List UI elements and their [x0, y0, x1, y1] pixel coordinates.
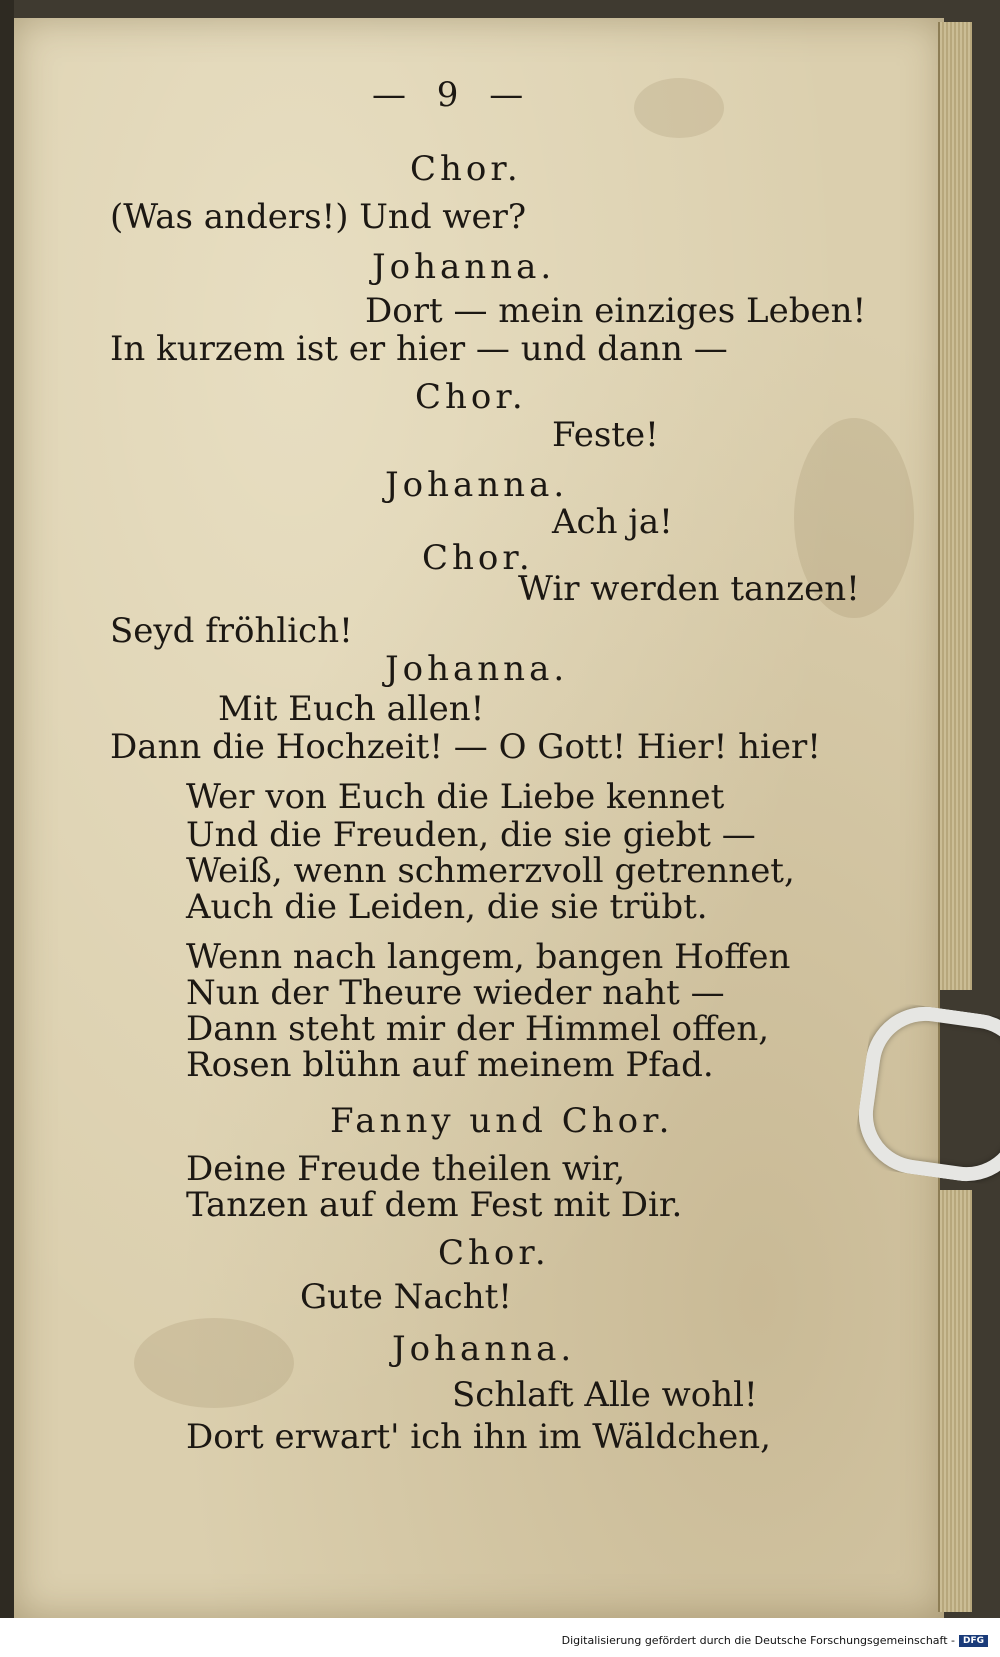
- digitization-credit: [562, 1634, 988, 1647]
- text-line: Gute Nacht!: [300, 1277, 512, 1317]
- text-line: In kurzem ist er hier — und dann —: [110, 329, 728, 369]
- speaker-johanna: Johanna.: [385, 649, 569, 689]
- paper-stain: [134, 1318, 294, 1408]
- verse-line: Nun der Theure wieder naht —: [186, 973, 725, 1013]
- page-edges: [938, 22, 972, 1612]
- verse-line: Dann steht mir der Himmel offen,: [186, 1009, 770, 1049]
- speaker-chor: Chor.: [410, 149, 522, 189]
- book-gutter: [0, 0, 14, 1657]
- speaker-chor: Chor.: [422, 538, 534, 578]
- text-line: Ach ja!: [552, 502, 673, 542]
- verse-line: Weiß, wenn schmerzvoll getrennet,: [186, 851, 795, 891]
- speaker-johanna: Johanna.: [385, 465, 569, 505]
- text-line: Dann die Hochzeit! — O Gott! Hier! hier!: [110, 727, 821, 767]
- text-line: Wir werden tanzen!: [518, 569, 860, 609]
- verse-line: Rosen blühn auf meinem Pfad.: [186, 1045, 714, 1085]
- text-line: Dort erwart' ich ihn im Wäldchen,: [186, 1417, 771, 1457]
- text-line: Schlaft Alle wohl!: [452, 1375, 758, 1415]
- text-line: Feste!: [552, 415, 659, 455]
- verse-line: Tanzen auf dem Fest mit Dir.: [186, 1185, 683, 1225]
- verse-line: Und die Freuden, die sie giebt —: [186, 815, 756, 855]
- speaker-johanna: Johanna.: [372, 247, 556, 287]
- credit-text: Digitalisierung gefördert durch die Deutsche Forschungsgemeinschaft -: [561, 1634, 955, 1647]
- paper-stain: [634, 78, 724, 138]
- verse-line: Auch die Leiden, die sie trübt.: [186, 887, 708, 927]
- speaker-chor: Chor.: [438, 1233, 550, 1273]
- verse-line: Wenn nach langem, bangen Hoffen: [186, 937, 791, 977]
- text-line: Mit Euch allen!: [218, 689, 485, 729]
- dfg-logo: DFG: [959, 1635, 988, 1647]
- speaker-fanny-chor: Fanny und Chor.: [330, 1101, 674, 1141]
- speaker-chor: Chor.: [415, 377, 527, 417]
- speaker-johanna: Johanna.: [392, 1329, 576, 1369]
- text-line: Dort — mein einziges Leben!: [365, 291, 867, 331]
- page-number: — 9 —: [372, 75, 534, 115]
- verse-line: Wer von Euch die Liebe kennet: [186, 777, 725, 817]
- text-line: Seyd fröhlich!: [110, 611, 353, 651]
- verse-line: Deine Freude theilen wir,: [186, 1149, 626, 1189]
- text-line: (Was anders!) Und wer?: [110, 197, 527, 237]
